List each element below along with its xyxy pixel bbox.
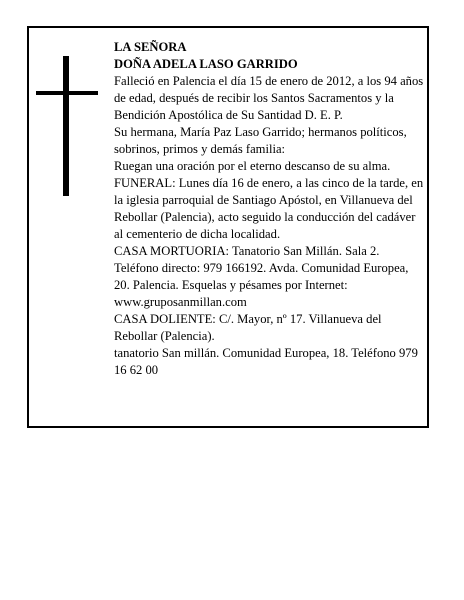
obituary-text: [114, 39, 424, 379]
cross-horizontal-bar: [36, 91, 98, 95]
funeral-home-details: CASA MORTUORIA: Tanatorio San Millán. Sala 2. Teléfono directo: 979 166192. Avda. Comunidad Europea, 20. Palencia. Esquelas y pésames por Internet: www.gruposanmillan.com: [114, 244, 409, 309]
funeral-home-contact: tanatorio San millán. Comunidad Europea, 18. Teléfono 979 16 62 00: [114, 346, 418, 377]
family-members: Su hermana, María Paz Laso Garrido; hermanos políticos, sobrinos, primos y demás familia:: [114, 125, 407, 156]
cross-icon: [36, 56, 98, 196]
cross-vertical-bar: [63, 56, 69, 196]
family-home-address: CASA DOLIENTE: C/. Mayor, nº 17. Villanueva del Rebollar (Palencia).: [114, 312, 382, 343]
notice-title: LA SEÑORA: [114, 40, 187, 54]
death-announcement: Falleció en Palencia el día 15 de enero de 2012, a los 94 años de edad, después de recibir los Santos Sacramentos y la Bendición Apostólica de Su Santidad D. E. P.: [114, 74, 424, 122]
prayer-request: Ruegan una oración por el eterno descanso de su alma.: [114, 159, 391, 173]
funeral-details: FUNERAL: Lunes día 16 de enero, a las cinco de la tarde, en la iglesia parroquial de Santiago Apóstol, en Villanueva del Rebollar (Palencia), acto seguido la conducción del cadáver al cementerio de dicha localidad.: [114, 176, 424, 241]
deceased-name: DOÑA ADELA LASO GARRIDO: [114, 57, 298, 71]
